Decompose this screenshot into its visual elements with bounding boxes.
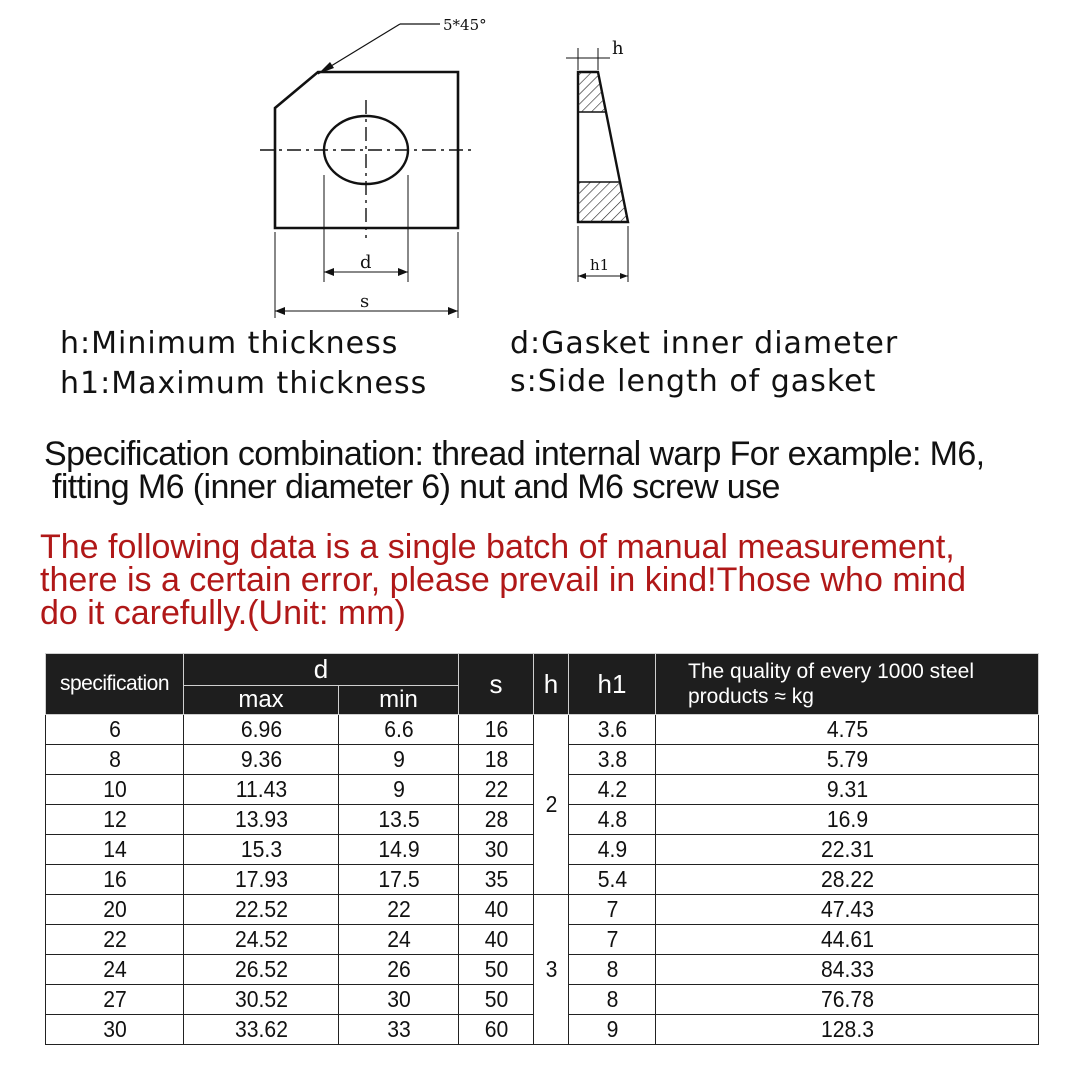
cell-h-group-2: 3 (535, 895, 567, 1045)
cell-h-group-1: 2 (535, 715, 567, 895)
cell-h1: 8 (572, 985, 652, 1015)
cell-d-min: 24 (343, 925, 453, 955)
cell-d-max: 33.62 (190, 1015, 333, 1045)
cell-kg: 9.31 (671, 775, 1023, 805)
cell-h1: 8 (572, 955, 652, 985)
cell-spec: 12 (51, 805, 178, 835)
cell-kg: 16.9 (671, 805, 1023, 835)
cell-d-min: 26 (343, 955, 453, 985)
chamfer-label: 5*45° (443, 16, 487, 34)
cell-h1: 5.4 (572, 865, 652, 895)
d-dimension-label: d (360, 252, 372, 273)
cell-s: 22 (462, 775, 531, 805)
cell-h1: 3.8 (572, 745, 652, 775)
cell-spec: 14 (51, 835, 178, 865)
cell-kg: 76.78 (671, 985, 1023, 1015)
notice-line3: do it carefully.(Unit: mm) (40, 594, 406, 632)
cell-s: 40 (462, 925, 531, 955)
cell-spec: 6 (51, 715, 178, 745)
cell-d-max: 17.93 (190, 865, 333, 895)
cell-spec: 30 (51, 1015, 178, 1045)
cell-d-max: 15.3 (190, 835, 333, 865)
cell-kg: 44.61 (671, 925, 1023, 955)
cell-kg: 5.79 (671, 745, 1023, 775)
cell-kg: 128.3 (671, 1015, 1023, 1045)
cell-h1: 9 (572, 1015, 652, 1045)
notice-line1: The following data is a single batch of manual measurement, (40, 528, 955, 566)
cell-spec: 8 (51, 745, 178, 775)
header-d: d (184, 654, 459, 686)
cell-d-min: 6.6 (343, 715, 453, 745)
cell-s: 35 (462, 865, 531, 895)
cell-spec: 20 (51, 895, 178, 925)
legend-s: s:Side length of gasket (510, 364, 877, 399)
washer-front-view (260, 16, 487, 318)
cell-spec: 24 (51, 955, 178, 985)
cell-d-min: 13.5 (343, 805, 453, 835)
s-dimension-label: s (360, 291, 370, 312)
header-s: s (459, 654, 534, 715)
cell-kg: 47.43 (671, 895, 1023, 925)
cell-s: 30 (462, 835, 531, 865)
cell-d-max: 11.43 (190, 775, 333, 805)
cell-s: 18 (462, 745, 531, 775)
cell-s: 50 (462, 985, 531, 1015)
header-h: h (534, 654, 569, 715)
cell-d-min: 9 (343, 745, 453, 775)
table-row (46, 895, 1039, 925)
legend-d: d:Gasket inner diameter (510, 326, 899, 361)
cell-spec: 27 (51, 985, 178, 1015)
spec-note-line2: fitting M6 (inner diameter 6) nut and M6 screw use (52, 468, 780, 506)
header-h1: h1 (569, 654, 656, 715)
cell-d-max: 13.93 (190, 805, 333, 835)
cell-d-min: 9 (343, 775, 453, 805)
cell-d-max: 30.52 (190, 985, 333, 1015)
cell-spec: 22 (51, 925, 178, 955)
cell-kg: 22.31 (671, 835, 1023, 865)
cell-d-max: 26.52 (190, 955, 333, 985)
cell-s: 40 (462, 895, 531, 925)
cell-h1: 4.8 (572, 805, 652, 835)
table-row (46, 715, 1039, 745)
notice-line2: there is a certain error, please prevail in kind!Those who mind (40, 561, 967, 599)
cell-d-min: 14.9 (343, 835, 453, 865)
cell-d-min: 22 (343, 895, 453, 925)
legend-h: h:Minimum thickness (60, 326, 399, 361)
cell-h1: 7 (572, 925, 652, 955)
legend-h1: h1:Maximum thickness (60, 366, 428, 401)
specification-table (45, 653, 1039, 1045)
cell-h1: 7 (572, 895, 652, 925)
measurement-notice (40, 528, 1070, 632)
cell-s: 28 (462, 805, 531, 835)
washer-side-view (566, 38, 628, 282)
header-quality-line1: The quality of every 1000 steel (688, 660, 975, 683)
cell-kg: 84.33 (671, 955, 1023, 985)
cell-spec: 10 (51, 775, 178, 805)
header-quality-line2: products ≈ kg (688, 685, 814, 708)
header-specification: specification (46, 654, 184, 715)
cell-kg: 4.75 (671, 715, 1023, 745)
h1-dimension-label: h1 (590, 256, 610, 274)
cell-d-max: 22.52 (190, 895, 333, 925)
cell-d-max: 24.52 (190, 925, 333, 955)
cell-d-max: 6.96 (190, 715, 333, 745)
header-quality (656, 654, 1039, 715)
spec-note-line1: Specification combination: thread internal warp For example: M6, (44, 435, 985, 473)
header-d-min: min (339, 686, 459, 715)
cell-kg: 28.22 (671, 865, 1023, 895)
cell-d-max: 9.36 (190, 745, 333, 775)
cell-h1: 4.2 (572, 775, 652, 805)
specification-note (44, 435, 1054, 506)
technical-drawing (0, 0, 1080, 330)
cell-d-min: 33 (343, 1015, 453, 1045)
cell-h1: 3.6 (572, 715, 652, 745)
cell-h1: 4.9 (572, 835, 652, 865)
cell-s: 16 (462, 715, 531, 745)
cell-d-min: 30 (343, 985, 453, 1015)
cell-s: 60 (462, 1015, 531, 1045)
header-d-max: max (184, 686, 339, 715)
h-dimension-label: h (612, 38, 624, 59)
cell-d-min: 17.5 (343, 865, 453, 895)
cell-s: 50 (462, 955, 531, 985)
cell-spec: 16 (51, 865, 178, 895)
